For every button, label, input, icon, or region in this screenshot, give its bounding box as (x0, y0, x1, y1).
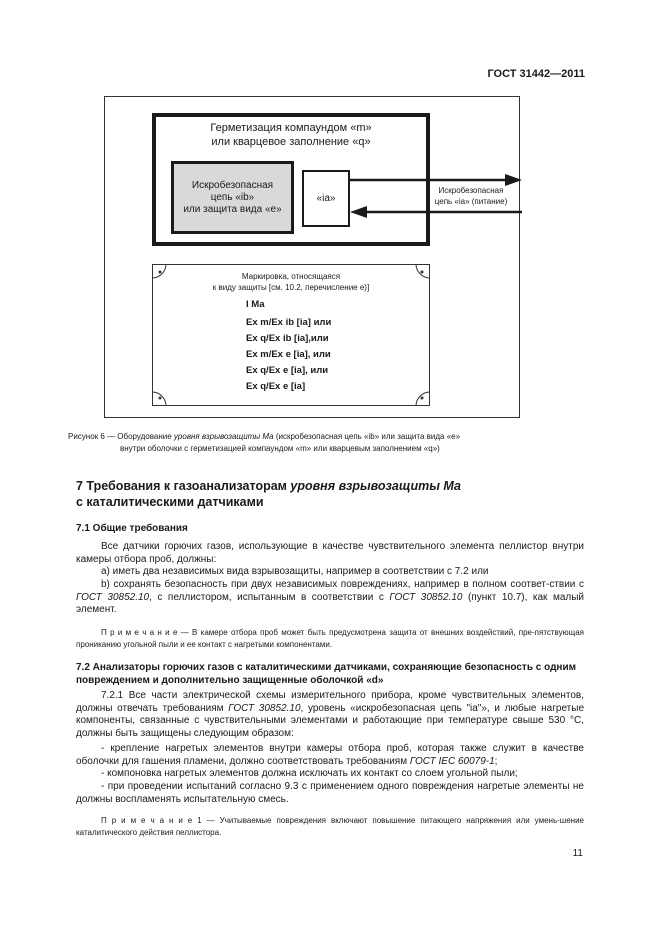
s72-dash-3: - при проведении испытаний согласно 9.3 с применением одного повреждения нагретые элементы не должны воспламенять испытательную смесь. (76, 781, 584, 805)
marking-line-4: Ex m/Ex e [ia], или (246, 349, 331, 360)
inner-ib-box (171, 161, 294, 234)
s71-item-b: b) сохранять безопасность при двух независимых повреждениях, например в полном соответ-ствии с ГОСТ 30852.10, с пеллистором, испытанным в соответствии с ГОСТ 30852.10 (пункт 10.7), как малый элемент. (76, 579, 584, 615)
marking-line-6: Ex q/Ex e [ia] (246, 381, 306, 392)
side-label-line-1: Искробезопасная (438, 186, 504, 195)
outer-enclosure-title (156, 121, 426, 149)
inner-line-1: Искробезопасная (191, 179, 274, 191)
s71-paragraph: Все датчики горючих газов, использующие в качестве чувствительного элемента пеллистор внутри камеры отбора проб, должны: (76, 541, 584, 565)
page-number: 11 (572, 848, 583, 859)
marking-plate-title (156, 271, 426, 293)
ia-supply-label (420, 185, 522, 207)
inner-line-2: цепь «ib» (210, 191, 255, 203)
marking-line-2: Ex m/Ex ib [ia] или (246, 317, 332, 328)
ia-label: «ia» (316, 193, 336, 204)
s72-note: П р и м е ч а н и е 1 — Учитываемые повреждения включают повышение питающего напряжения или умень-шение каталитического действия пеллистора. (76, 816, 584, 837)
plate-title-line-2: к виду защиты [см. 10.2, перечисление е)] (212, 283, 370, 292)
marking-lines (246, 297, 331, 395)
s72-paragraph-1: 7.2.1 Все части электрической схемы измерительного прибора, кроме чувствительных элементов, должны отвечать требованиям ГОСТ 30852.10, уровень «искробезопасная цепь "ia"», и любые нагретые компоненты, связанные с чувствительными элементами и работающие при температуре свыше 530 °С, должны быть защищены следующим образом: (76, 690, 585, 739)
screw-hole-bottom-right (421, 397, 424, 400)
marking-line-1: I Ma (246, 299, 265, 310)
s72-dash-1: - крепление нагретых элементов внутри камеры отбора проб, которая также служит в качестве оболочки для гашения пламени, должно соответствовать требованиям ГОСТ IEC 60079-1; (76, 743, 584, 767)
inner-line-3: или защита вида «e» (183, 203, 282, 215)
ia-box (302, 170, 350, 227)
screw-hole-bottom-left (159, 397, 162, 400)
section-7-title: 7 Требования к газоанализаторам уровня взрывозащиты Ма с каталитическими датчиками (76, 479, 461, 509)
figure-caption: Рисунок 6 — Оборудование уровня взрывозащиты Ма (искробезопасная цепь «ib» или защита вида «е» внутри оболочки с герметизацией компаундом «m» или кварцевым заполнением «q») (68, 432, 461, 453)
outer-title-line-1: Герметизация компаундом «m» (210, 122, 372, 134)
section-7-2-title: 7.2 Анализаторы горючих газов с каталитическими датчиками, сохраняющие безопасность с одним повреждением и дополнительно защищенные оболочкой «d» (76, 662, 576, 686)
outer-title-line-2: или кварцевое заполнение «q» (211, 136, 371, 148)
section-7-1-title: 7.1 Общие требования (76, 523, 188, 534)
s71-note: П р и м е ч а н и е — В камере отбора проб может быть предусмотрена защита от внешних воздействий, пре-пятствующая прониканию угольной пыли и ее контакт с нагретыми компонентами. (76, 628, 584, 649)
marking-line-5: Ex q/Ex e [ia], или (246, 365, 329, 376)
marking-line-3: Ex q/Ex ib [ia],или (246, 333, 329, 344)
s71-item-a: а) иметь два независимых вида взрывозащиты, например в соответствии с 7.2 или (101, 566, 489, 577)
arrow-in-head (350, 206, 367, 218)
s72-dash-2: - компоновка нагретых элементов должна исключать их контакт со слоем угольной пыли; (101, 768, 518, 779)
standard-header: ГОСТ 31442—2011 (487, 68, 585, 80)
plate-title-line-1: Маркировка, относящаяся (241, 272, 341, 281)
side-label-line-2: цепь «ia» (питание) (434, 197, 508, 206)
